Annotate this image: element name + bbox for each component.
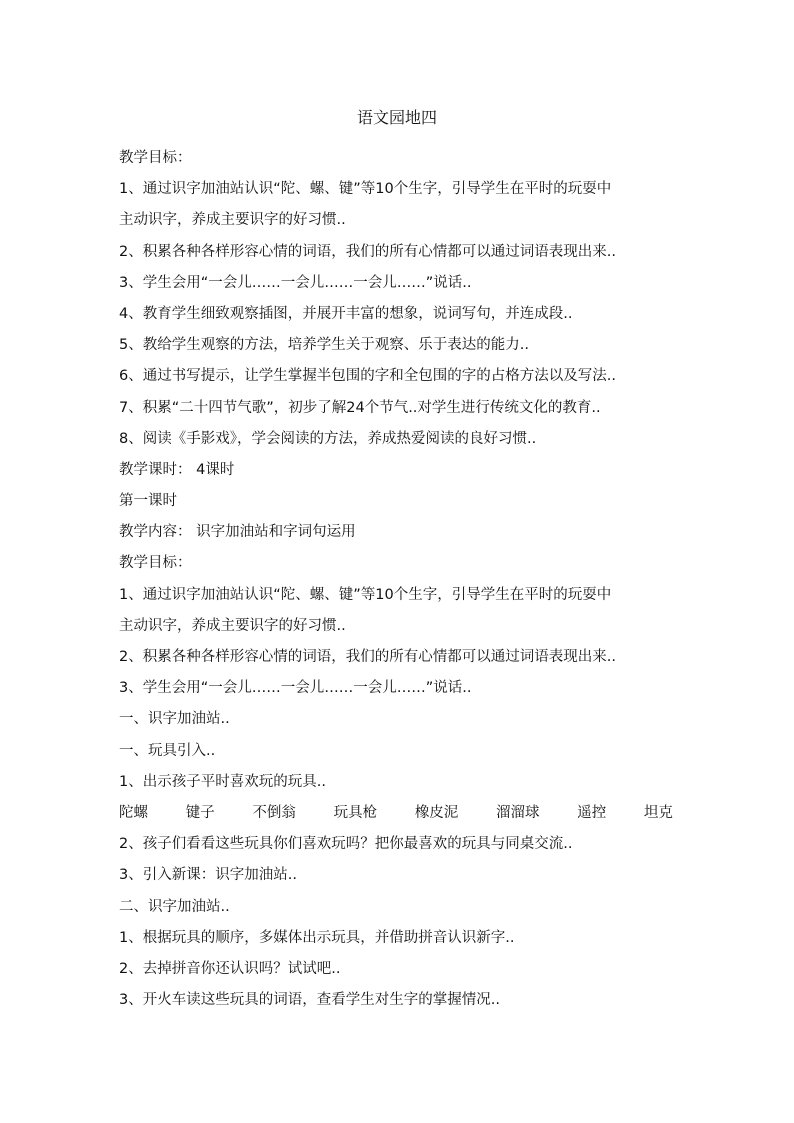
toy-word: 陀螺 — [119, 804, 148, 821]
paragraph-line: 1、通过识字加油站认识“陀、螺、键”等10个生字，引导学生在平时的玩耍中 — [119, 181, 612, 198]
paragraph-line: 1、出示孩子平时喜欢玩的玩具.. — [119, 773, 326, 790]
paragraph-line: 3、学生会用“一会儿……一会儿……一会儿……”说话.. — [119, 274, 472, 291]
paragraph-line: 4、教育学生细致观察插图，并展开丰富的想象，说词写句，并连成段.. — [119, 305, 573, 322]
toy-word: 坦克 — [643, 804, 673, 821]
toy-word: 遥控 — [577, 804, 607, 821]
paragraph-line: 8、阅读《手影戏》，学会阅读的方法，养成热爱阅读的良好习惯.. — [119, 430, 537, 447]
paragraph-line: 1、通过识字加油站认识“陀、螺、键”等10个生字，引导学生在平时的玩耍中 — [119, 586, 612, 603]
paragraph-line: 2、孩子们看看这些玩具你们喜欢玩吗？把你最喜欢的玩具与同桌交流.. — [119, 836, 573, 853]
toy-word: 不倒翁 — [252, 804, 296, 821]
toy-word: 键子 — [185, 804, 215, 821]
paragraph-line: 3、学生会用“一会儿……一会儿……一会儿……”说话.. — [119, 680, 472, 697]
toy-word: 玩具枪 — [333, 804, 378, 821]
paragraph-line: 教学课时： 4课时 — [119, 461, 235, 478]
paragraph-line: 二、识字加油站.. — [119, 898, 230, 915]
paragraph-line: 主动识字，养成主要识字的好习惯.. — [119, 617, 346, 634]
paragraph-line: 2、去掉拼音你还认识吗？试试吧.. — [119, 960, 341, 977]
document-body — [119, 143, 679, 1016]
toy-word: 溜溜球 — [496, 804, 540, 821]
paragraph-line: 2、积累各种各样形容心情的词语，我们的所有心情都可以通过词语表现出来.. — [119, 243, 616, 260]
toy-word: 橡皮泥 — [414, 804, 459, 821]
document-title: 语文园地四 — [356, 108, 437, 127]
paragraph-line: 2、积累各种各样形容心情的词语，我们的所有心情都可以通过词语表现出来.. — [119, 649, 616, 665]
paragraph-line: 一、玩具引入.. — [119, 742, 216, 759]
paragraph-line: 7、积累“二十四节气歌”，初步了解24个节气..对学生进行传统文化的教育.. — [119, 399, 601, 416]
paragraph-line: 主动识字，养成主要识字的好习惯.. — [119, 212, 346, 229]
paragraph-line: 6、通过书写提示，让学生掌握半包围的字和全包围的字的占格方法以及写法.. — [119, 368, 616, 385]
toy-list — [119, 798, 673, 829]
paragraph-line: 3、开火车读这些玩具的词语，查看学生对生字的掌握情况.. — [119, 992, 500, 1009]
paragraph-line: 3、引入新课：识字加油站.. — [119, 867, 297, 884]
paragraph-line: 教学内容： 识字加油站和字词句运用 — [119, 524, 356, 541]
paragraph-line: 教学目标： — [119, 150, 192, 166]
paragraph-line: 5、教给学生观察的方法，培养学生关于观察、乐于表达的能力.. — [119, 337, 529, 354]
paragraph-line: 教学目标： — [119, 555, 192, 572]
paragraph-line: 1、根据玩具的顺序，多媒体出示玩具，并借助拼音认识新字.. — [119, 929, 515, 946]
paragraph-line: 一、识字加油站.. — [119, 711, 230, 728]
paragraph-line: 第一课时 — [119, 493, 177, 510]
